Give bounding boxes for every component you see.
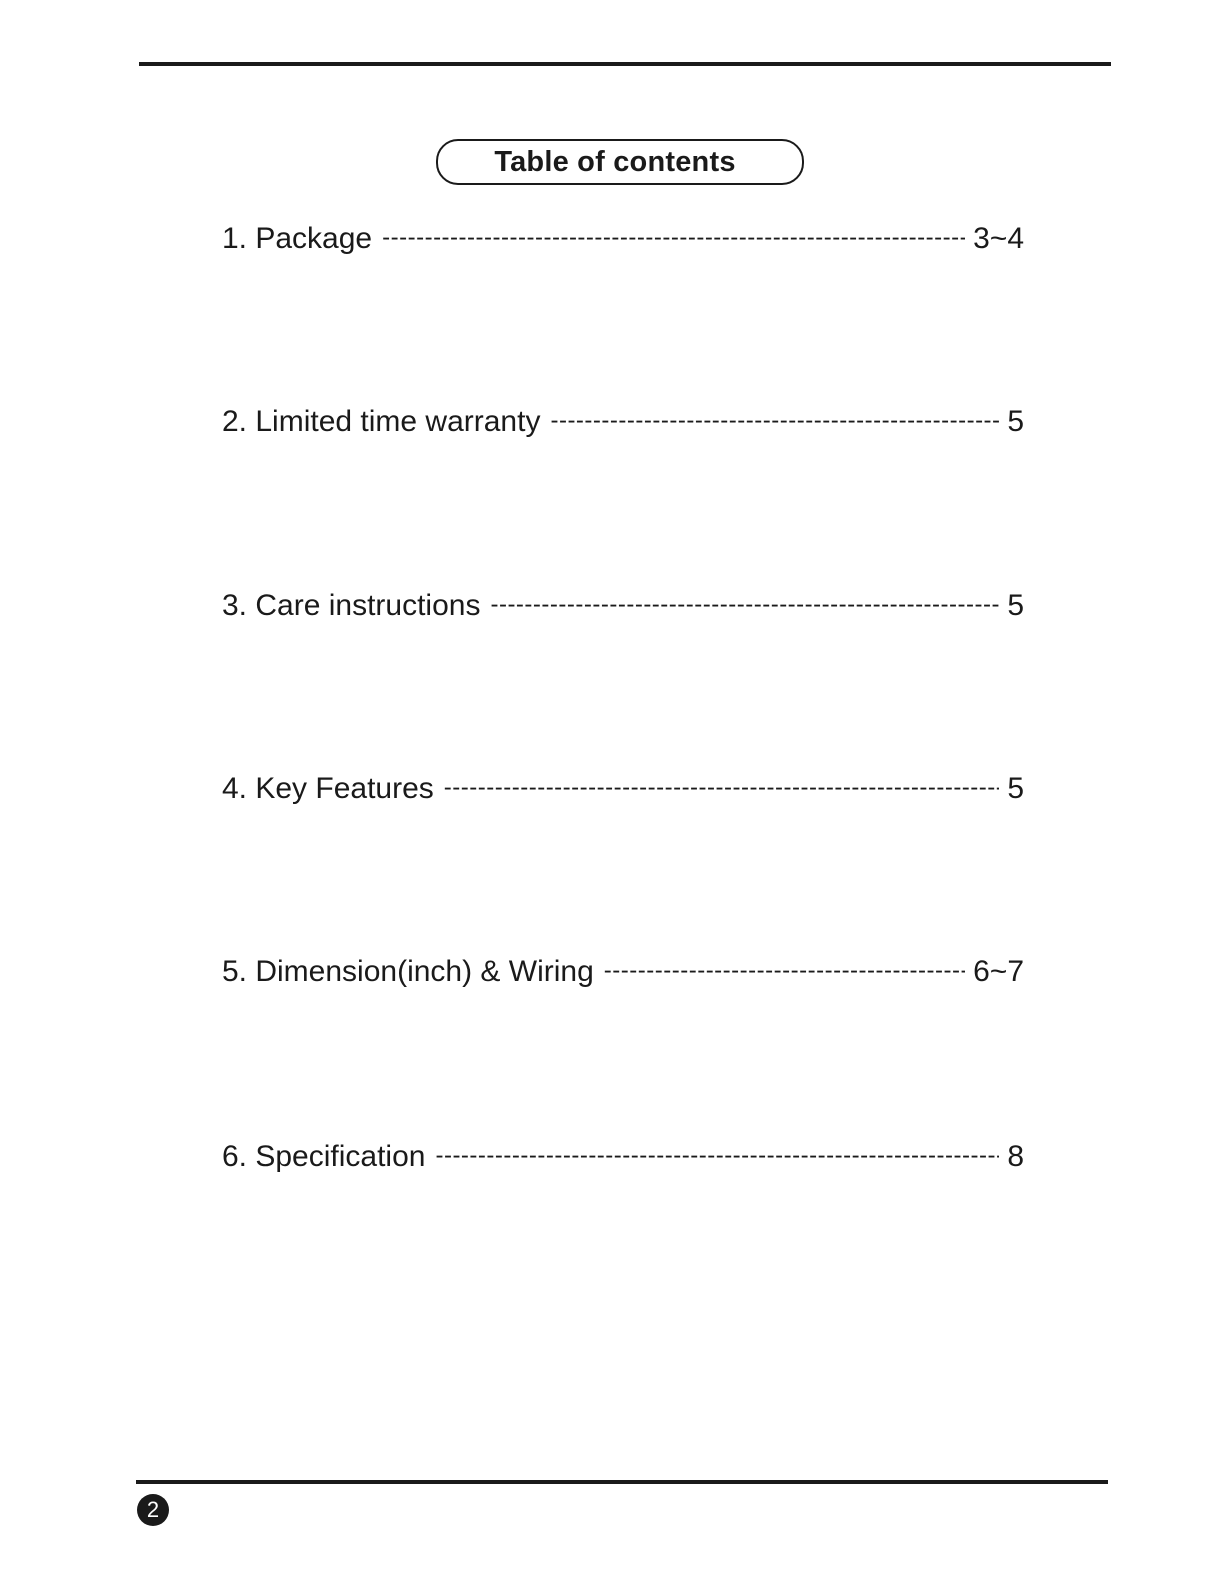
toc-entry-label: 1. Package	[222, 222, 373, 255]
page-number: 2	[146, 1497, 160, 1522]
toc-entry-label: 3. Care instructions	[222, 589, 481, 622]
toc-entry-key-features[interactable]	[222, 772, 1024, 812]
toc-entry-label: 2. Limited time warranty	[222, 405, 541, 438]
toc-entry-page: 5	[1007, 589, 1024, 622]
dotted-leader	[435, 1142, 999, 1170]
toc-entry-care-instructions[interactable]	[222, 589, 1024, 629]
top-rule	[139, 62, 1111, 66]
dotted-leader	[382, 224, 965, 252]
toc-entry-label: 6. Specification	[222, 1140, 426, 1173]
dotted-leader	[490, 591, 999, 619]
toc-entry-page: 5	[1007, 772, 1024, 805]
dotted-leader	[550, 407, 999, 435]
toc-entry-specification[interactable]	[222, 1140, 1024, 1180]
toc-entry-page: 5	[1007, 405, 1024, 438]
toc-entry-page: 6~7	[973, 955, 1024, 988]
toc-entry-dimension-wiring[interactable]	[222, 955, 1024, 995]
page-number-badge	[137, 1494, 169, 1526]
toc-title: Table of contents	[494, 145, 736, 178]
toc-entry-package[interactable]	[222, 222, 1024, 262]
toc-entry-limited-time-warranty[interactable]	[222, 405, 1024, 445]
dotted-leader	[604, 957, 965, 985]
toc-title-box	[436, 139, 804, 185]
toc-entry-page: 8	[1007, 1140, 1024, 1173]
toc-entry-label: 5. Dimension(inch) & Wiring	[222, 955, 594, 988]
toc-entry-page: 3~4	[973, 222, 1024, 255]
toc-entry-label: 4. Key Features	[222, 772, 434, 805]
dotted-leader	[444, 774, 1000, 802]
bottom-rule	[136, 1480, 1108, 1484]
